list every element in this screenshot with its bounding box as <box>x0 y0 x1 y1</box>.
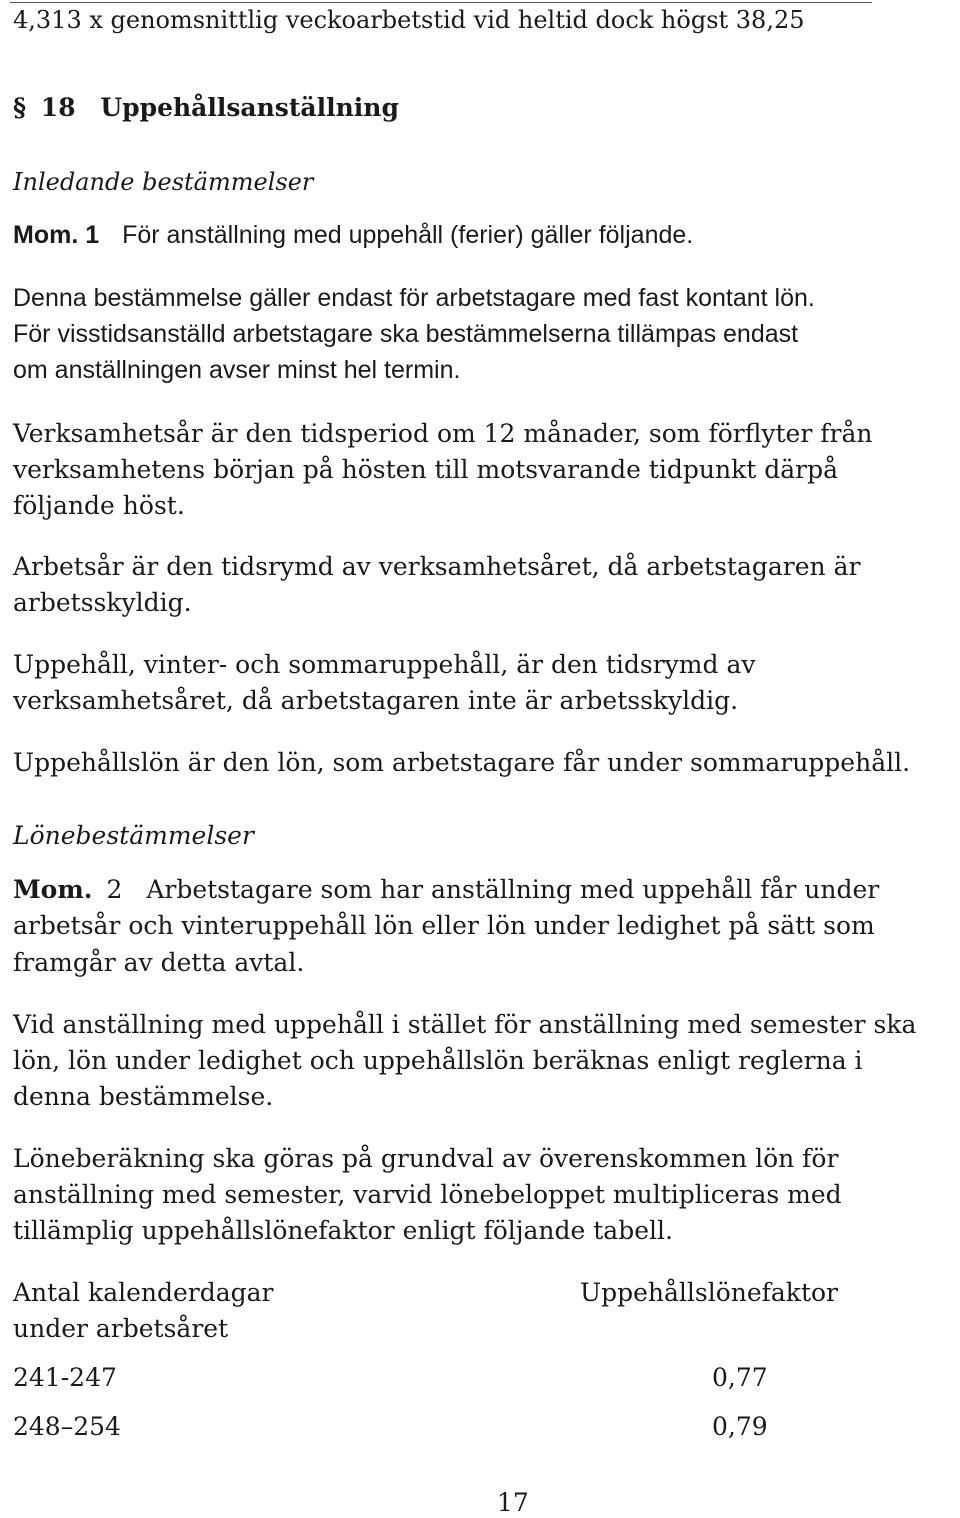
para7-line: anställning med semester, varvid lönebeloppet multipliceras med <box>13 1180 842 1209</box>
mom1-line <box>13 223 693 248</box>
section-title: Uppehållsanställning <box>100 93 399 122</box>
para7-line: Löneberäkning ska göras på grundval av överenskommen lön för <box>13 1144 839 1173</box>
para1-line: För visstidsanställd arbetstagare ska bestämmelserna tillämpas endast <box>13 320 799 348</box>
table-row-days: 241-247 <box>13 1363 117 1392</box>
para3-line: arbetsskyldig. <box>13 588 192 617</box>
para6-line: denna bestämmelse. <box>13 1082 274 1111</box>
mom2-line: framgår av detta avtal. <box>13 948 305 977</box>
top-rule <box>10 2 872 3</box>
para2-line: verksamhetens början på hösten till motsvarande tidpunkt därpå <box>13 455 839 484</box>
table-row-factor: 0,79 <box>712 1412 768 1441</box>
para6-line: Vid anställning med uppehåll i stället för anställning med semester ska <box>13 1010 917 1039</box>
table-row-factor: 0,77 <box>712 1363 768 1392</box>
para1-line: om anställningen avser minst hel termin. <box>13 356 461 384</box>
subheading-inledande: Inledande bestämmelser <box>13 168 314 196</box>
para4-line: verksamhetsåret, då arbetstagaren inte är arbetsskyldig. <box>13 686 739 715</box>
section-symbol: § <box>13 93 27 122</box>
para3-line: Arbetsår är den tidsrymd av verksamhetsåret, då arbetstagaren är <box>13 552 861 581</box>
mom2-line <box>13 877 879 902</box>
subheading-lonebestammelser: Lönebestämmelser <box>13 821 254 850</box>
para1-line: Denna bestämmelse gäller endast för arbetstagare med fast kontant lön. <box>13 284 815 312</box>
mom2-text: Arbetstagare som har anställning med uppehåll får under <box>146 875 880 904</box>
section-heading <box>13 95 399 120</box>
table-header-days: Antal kalenderdagar <box>13 1278 274 1307</box>
header-line: 4,313 x genomsnittlig veckoarbetstid vid heltid dock högst 38,25 <box>13 6 805 34</box>
para4-line: Uppehåll, vinter- och sommaruppehåll, är den tidsrymd av <box>13 650 756 679</box>
section-number: 18 <box>40 93 76 122</box>
table-header-days: under arbetsåret <box>13 1314 229 1343</box>
para6-line: lön, lön under ledighet och uppehållslön beräknas enligt reglerna i <box>13 1046 863 1075</box>
para5-line: Uppehållslön är den lön, som arbetstagare får under sommaruppehåll. <box>13 748 911 777</box>
mom2-number: 2 <box>106 875 123 904</box>
mom2-line: arbetsår och vinteruppehåll lön eller lön under ledighet på sätt som <box>13 911 875 940</box>
page-number: 17 <box>497 1488 529 1517</box>
table-row-days: 248–254 <box>13 1412 121 1441</box>
para7-line: tillämplig uppehållslönefaktor enligt följande tabell. <box>13 1216 673 1245</box>
mom2-label: Mom. <box>13 875 93 904</box>
mom1-text: För anställning med uppehåll (ferier) gäller följande. <box>122 221 694 249</box>
table-header-factor: Uppehållslönefaktor <box>580 1278 838 1307</box>
para2-line: Verksamhetsår är den tidsperiod om 12 månader, som förflyter från <box>13 419 873 448</box>
para2-line: följande höst. <box>13 491 185 520</box>
mom1-label: Mom. 1 <box>13 221 100 249</box>
